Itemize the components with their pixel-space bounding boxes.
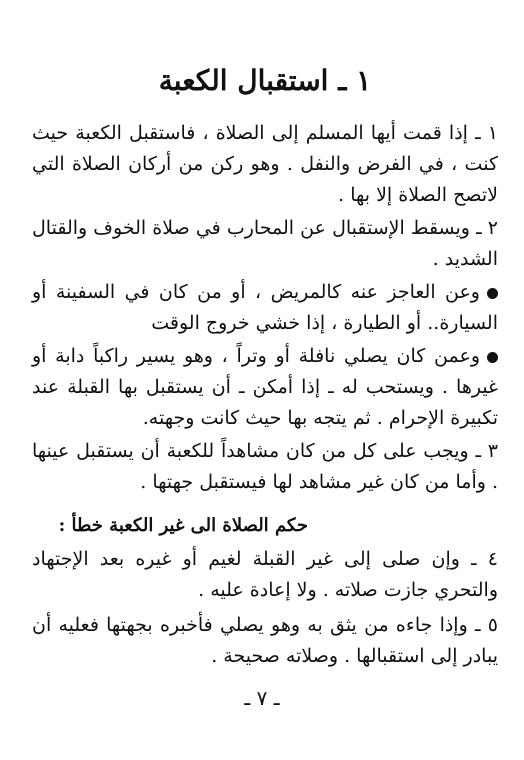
bullet-paragraph-2	[32, 341, 498, 434]
page-title: ١ ـ استقبال الكعبة	[158, 64, 372, 97]
bullet-paragraph-1-text: وعن العاجز عنه كالمريض ، أو من كان في السفينة أو السيارة.. أو الطيارة ، إذا خشي خروج الوقت	[32, 281, 498, 334]
paragraph-5: ٥ ـ وإذا جاءه من يثق به وهو يصلي فأخبره بجهتها فعليه أن يبادر إلى استقبالها . وصلاته صحيحة .	[32, 614, 498, 667]
bullet-paragraph-2-text: وعمن كان يصلي نافلة أو وتراً ، وهو يسير راكباً دابة أو غيرها . ويستحب له ـ إذا أمكن ـ أن يستقبل بها القبلة عند تكبيرة الإحرام . ثم يتجه بها حيث كانت وجهته.	[32, 345, 498, 429]
bullet-icon	[487, 288, 498, 299]
paragraph-3: ٣ ـ ويجب على كل من كان مشاهداً للكعبة أن يستقبل عينها . وأما من كان غير مشاهد لها فيستقبل جهتها .	[32, 440, 498, 493]
section-subheading: حكم الصلاة الى غير الكعبة خطأ :	[58, 515, 308, 536]
page-number: ـ ٧ ـ	[244, 686, 280, 710]
paragraph-2: ٢ ـ ويسقط الإستقبال عن المحارب في صلاة الخوف والقتال الشديد .	[32, 217, 498, 270]
bullet-paragraph-1	[32, 277, 498, 339]
bullet-icon	[487, 352, 498, 363]
paragraph-4: ٤ ـ وإن صلى إلى غير القبلة لغيم أو غيره بعد الإجتهاد والتحري جازت صلاته . ولا إعادة عليه .	[32, 548, 498, 601]
paragraph-1: ١ ـ إذا قمت أيها المسلم إلى الصلاة ، فاستقبل الكعبة حيث كنت ، في الفرض والنفل . وهو ركن من أركان الصلاة التي لاتصح الصلاة إلا بها .	[32, 122, 498, 206]
